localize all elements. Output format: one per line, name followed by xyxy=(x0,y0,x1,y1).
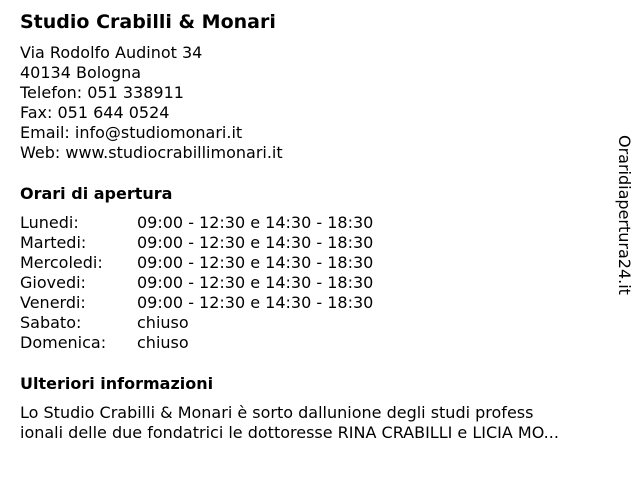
day-label: Mercoledi: xyxy=(20,253,103,272)
hours-row-wednesday xyxy=(20,253,440,273)
day-hours: chiuso xyxy=(137,333,189,352)
address-city: 40134 Bologna xyxy=(20,63,142,82)
day-label: Lunedi: xyxy=(20,213,79,232)
hours-row-saturday xyxy=(20,313,440,333)
day-hours: 09:00 - 12:30 e 14:30 - 18:30 xyxy=(137,293,374,312)
opening-hours-table xyxy=(20,213,440,353)
hours-row-tuesday xyxy=(20,233,440,253)
hours-row-thursday xyxy=(20,273,440,293)
day-label: Giovedi: xyxy=(20,273,86,292)
hours-row-friday xyxy=(20,293,440,313)
day-hours: 09:00 - 12:30 e 14:30 - 18:30 xyxy=(137,253,374,272)
further-info-heading: Ulteriori informazioni xyxy=(20,374,214,393)
address-street: Via Rodolfo Audinot 34 xyxy=(20,43,203,62)
day-label: Venerdi: xyxy=(20,293,86,312)
info-text-line: ionali delle due fondatrici le dottoresse RINA CRABILLI e LICIA MO... xyxy=(20,423,559,442)
day-label: Sabato: xyxy=(20,313,82,332)
email-address: Email: info@studiomonari.it xyxy=(20,123,243,142)
website-address: Web: www.studiocrabillimonari.it xyxy=(20,143,283,162)
phone-number: Telefon: 051 338911 xyxy=(20,83,184,102)
day-hours: 09:00 - 12:30 e 14:30 - 18:30 xyxy=(137,233,374,252)
info-text-line: Lo Studio Crabilli & Monari è sorto dallunione degli studi profess xyxy=(20,403,534,422)
hours-row-sunday xyxy=(20,333,440,353)
hours-row-monday xyxy=(20,213,440,233)
day-label: Martedi: xyxy=(20,233,87,252)
fax-number: Fax: 051 644 0524 xyxy=(20,103,170,122)
day-hours: 09:00 - 12:30 e 14:30 - 18:30 xyxy=(137,213,374,232)
day-hours: 09:00 - 12:30 e 14:30 - 18:30 xyxy=(137,273,374,292)
page-title: Studio Crabilli & Monari xyxy=(20,11,276,33)
opening-hours-heading: Orari di apertura xyxy=(20,184,173,203)
further-info-text xyxy=(20,403,620,443)
contact-block xyxy=(20,43,283,163)
day-label: Domenica: xyxy=(20,333,107,352)
day-hours: chiuso xyxy=(137,313,189,332)
site-watermark: Oraridiapertura24.it xyxy=(615,135,634,295)
